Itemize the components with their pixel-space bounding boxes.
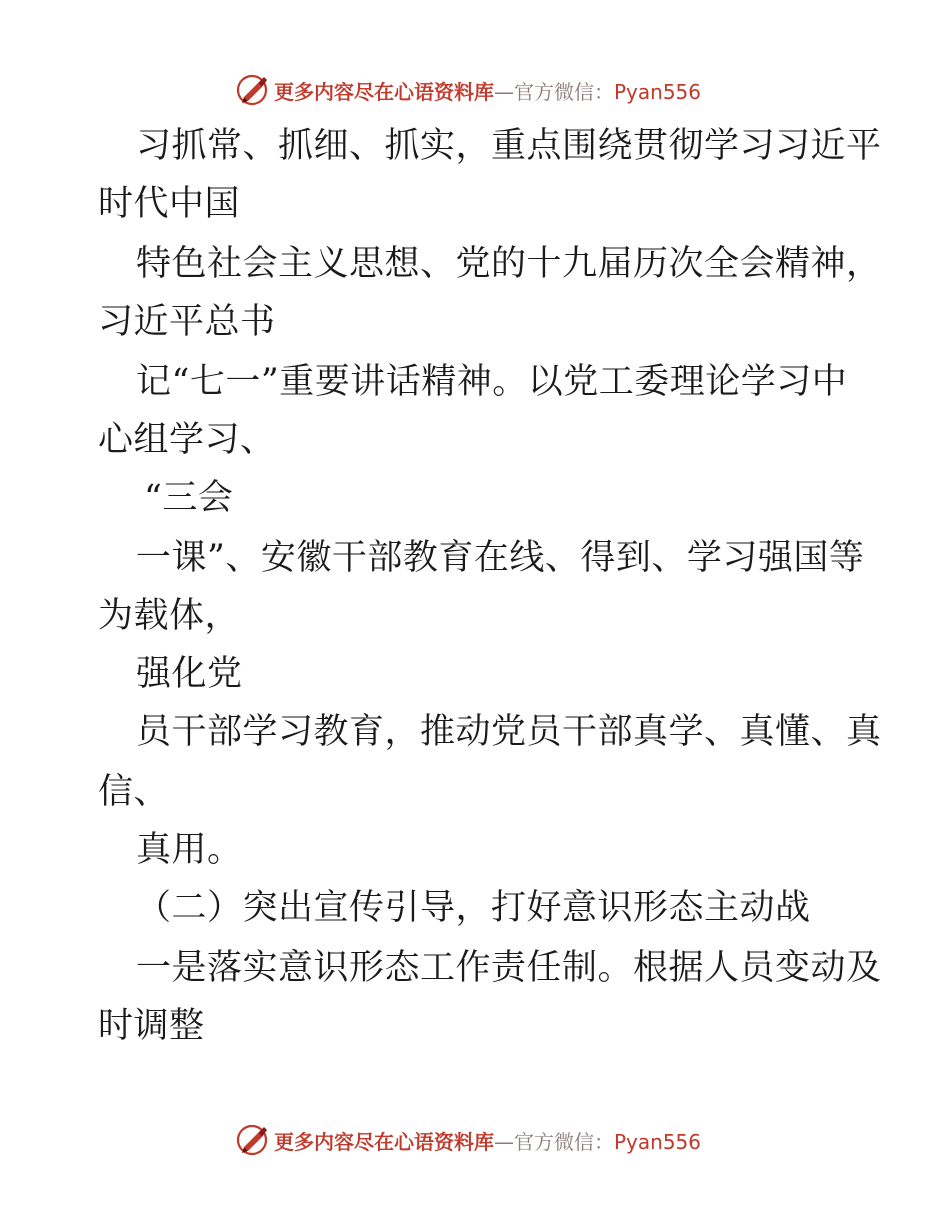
- body-text-line: 特色社会主义思想、党的十九届历次全会精神，: [136, 244, 882, 284]
- body-text-line: 心组学习、: [98, 420, 276, 460]
- body-text-line: 一课”、安徽干部教育在线、得到、学习强国等: [136, 538, 865, 578]
- banner-wechat-label: 官方微信：: [514, 1129, 614, 1154]
- body-text-line: 时代中国: [98, 184, 241, 224]
- body-text-line: 真用。: [136, 830, 243, 870]
- body-text-line: 信、: [98, 772, 170, 812]
- banner-wechat-id: Pyan556: [614, 79, 702, 104]
- banner-dash: —: [494, 79, 514, 104]
- body-text-line: 强化党: [136, 654, 243, 694]
- pen-logo-icon: [236, 73, 270, 107]
- pen-logo-icon: [236, 1123, 270, 1157]
- banner-wechat-label: 官方微信：: [514, 79, 614, 104]
- section-heading: （二）突出宣传引导，打好意识形态主动战: [136, 888, 811, 928]
- body-text-line: “三会: [144, 478, 234, 518]
- body-text-line: 习抓常、抓细、抓实，重点围绕贯彻学习习近平: [136, 126, 882, 166]
- banner-dash: —: [494, 1129, 514, 1154]
- body-text-line: 时调整: [98, 1006, 205, 1046]
- banner-wechat-id: Pyan556: [614, 1129, 702, 1154]
- footer-watermark-banner: [236, 1122, 701, 1158]
- body-text-line: 一是落实意识形态工作责任制。根据人员变动及: [136, 948, 882, 988]
- body-text-line: 员干部学习教育，推动党员干部真学、真懂、真: [136, 712, 882, 752]
- banner-prefix-text: 更多内容尽在心语资料库: [274, 79, 494, 104]
- header-watermark-banner: [236, 72, 701, 108]
- body-text-line: 为载体，: [98, 596, 241, 636]
- banner-prefix-text: 更多内容尽在心语资料库: [274, 1129, 494, 1154]
- body-text-line: 记“七一”重要讲话精神。以党工委理论学习中: [136, 362, 848, 402]
- body-text-line: 习近平总书: [98, 302, 276, 342]
